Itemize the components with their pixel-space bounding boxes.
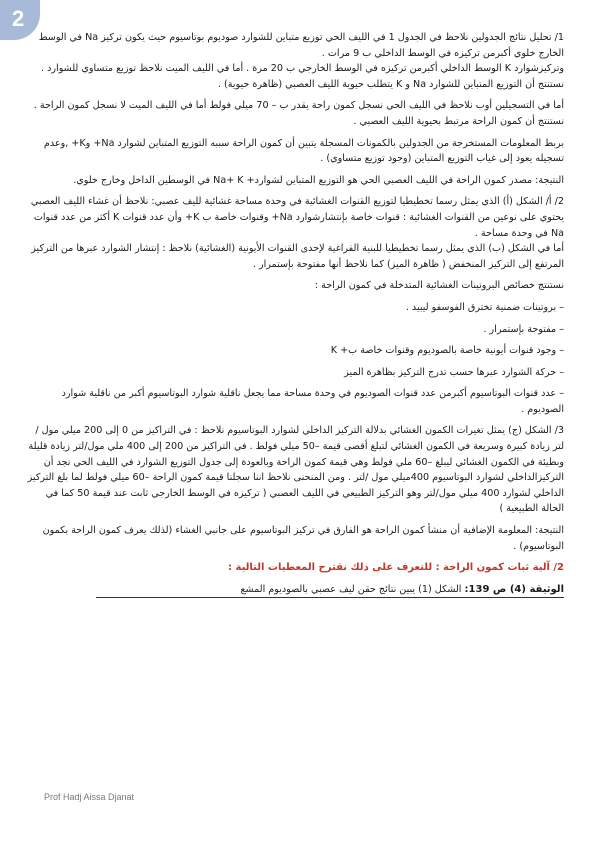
document-body (22, 30, 564, 598)
document-ref-text: الشكل (1) يبين نتائج حقن ليف عصبي بالصوديوم المشع (240, 583, 462, 595)
paragraph-protein-properties-intro: نستنتج خصائص البروتينات الغشائية المتدخلة في كمون الراحة : (314, 280, 564, 292)
paragraph-figure-b: أما في الشكل (ب) الذي يمثل رسما تخطيطيا للبنية الفراغية لإحدى القنوات الأيونية (الغشائية) نلاحظ : إنتشار الشوارد عبرها من التركيز المرتفع إلى التركيز المنخفض ( ظاهرة الميز) كما نلاحظ أنها مفتوحة بإستمرار . (31, 243, 564, 270)
section-title: 2/ آلية ثبات كمون الراحة : للتعرف على ذلك نقترح المعطيات التالية : (228, 562, 564, 574)
list-item-diffusion: – حركة الشوارد عبرها حسب تدرج التركيز بظاهرة الميز (344, 366, 564, 378)
list-item-integral-proteins: – بروتينات ضمنية تخترق الفوسفو ليبيد . (405, 301, 564, 313)
document-ref-label: الوثيقة (4) ص 139: (464, 583, 564, 595)
document-reference (22, 582, 564, 599)
paragraph-figure-a: 2/ أ/ الشكل (أ) الذي يمثل رسما تخطيطيا لتوزيع القنوات الغشائية في وحدة مساحة غشائية لليف عصبي: نلاحظ أن غشاء الليف العصبي يحتوي على نوعين من القنوات الغشائية : قنوات خاصة بإنتشارشوارد Na+ وقنوات خاصة ب K+ وأن عدد قنوات K أكثر من عدد قنوات Na في وحدة مساحة . (30, 196, 564, 239)
list-item-always-open: – مفتوحة بإستمرار . (483, 323, 564, 335)
paragraph-result-1: النتيجة: مصدر كمون الراحة في الليف العصبي الحي هو التوزيع المتباين لشوارد+ Na+ K في الوسطين الداخل وخارج خلوي. (73, 174, 564, 186)
paragraph-result-2: النتيجة: المعلومة الإضافية أن منشأ كمون الراحة هو الفارق في تركيز البوتاسيوم على جانبي الغشاء (لذلك يعرف كمون الراحة بكمون البوتاسيوم) . (42, 525, 564, 552)
paragraph-recordings: أما في التسجيلين أوب نلاحظ في الليف الحي نسجل كمون راحة يقدر ب – 70 ميلي فولط أما في الليف الميت لا نسجل كمون الراحة . نستنتج أن كمون الراحة مرتبط بحيوية الليف العصبي . (33, 100, 564, 127)
page-number: 2 (12, 6, 25, 31)
list-item-ion-channels: – وجود قنوات أيونية خاصة بالصوديوم وقنوات خاصة ب+ K (330, 345, 564, 357)
list-item-potassium-channels: – عدد قنوات البوتاسيوم أكبرمن عدد قنوات الصوديوم في وحدة مساحة مما يجعل ناقلية شوارد البوتاسيوم أكبر من ناقلية شوارد الصوديوم . (61, 388, 564, 415)
paragraph-link-info: بربط المعلومات المستخرجة من الجدولين بالكمونات المسجلة يتبين أن كمون الراحة سببه التوزيع المتباين لشوارد Na+ وK+ ,وعدم تسجيله يعود إلى غياب التوزيع المتباين (وجود توزيع متساوي) . (43, 137, 564, 165)
footer-author: Prof Hadj Aissa Djanat (44, 792, 135, 802)
paragraph-potassium-distribution: وتركيزشوارد K الوسط الداخلي أكبرمن تركيزه في الوسط الخارجي ب 20 مرة . أما في الليف الميت نلاحظ توزيع متساوي للشوارد . نستنتج أن التوزيع المتباين للشوارد Na و K يتطلب حيوية الليف العصبي (ظاهرة حيوية) . (41, 63, 564, 90)
paragraph-analysis-table1: 1/ تحليل نتائج الجدولين نلاحظ في الجدول 1 في الليف الحي توزيع متباين للشوارد صوديوم بوتاسيوم حيث يكون تركيز Na في الوسط الخارج خلوي أكبرمن تركيزه في الوسط الداخلي ب 9 مرات . (38, 32, 564, 59)
paragraph-figure-c: 3/ الشكل (ج) يمثل تغيرات الكمون الغشائي بدلالة التركيز الداخلي لشوارد البوتاسيوم نلاحظ : في التراكيز من 0 إلى 200 ميلي مول / لتر زيادة كبيرة وسريعة في الكمون الغشائي لتبلغ أقصى قيمة –50 ميلي فولط . في التراكيز من 200 إلى 400 ملي مول/لتر زيادة قليلة وبطيئة في الكمون الغشائي ليبلغ –60 ملي فولط وهي قيمة كمون الراحة وبالعودة إلى جدول التوزيع الشوارد في الليف الحي نجد أن التركيزالداخلي لشوارد البوتاسيوم 400ميلي مول /لتر . ومن المنحنى نلاحظ اننا سجلنا قيمة كمون الراحة –60 ميلي فولط لما بلغ التركيز الداخلي لشوارد 400 ميلي مول/لتر وهو التركيز الطبيعي في الليف العصبي ( تركيزه في الوسط الخارجي ثابت عند قيمة 50 كما في الحالة الطبيعية ) (27, 425, 564, 515)
